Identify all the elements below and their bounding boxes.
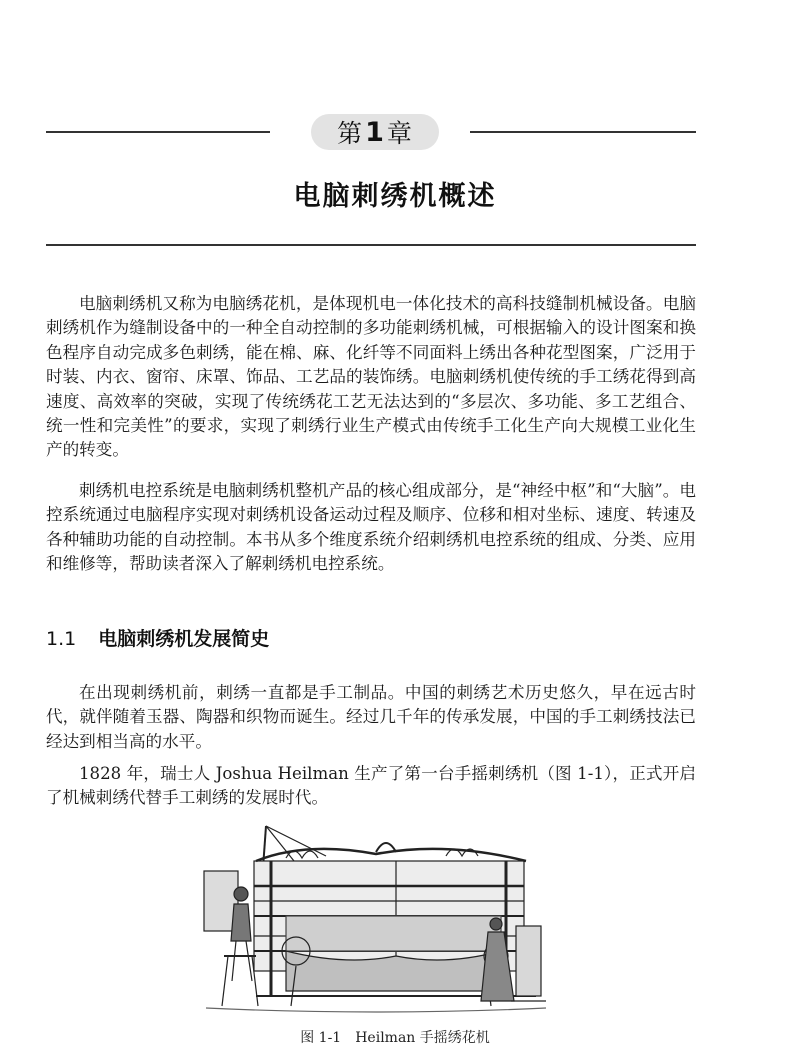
section-number: 1.1 bbox=[46, 628, 77, 650]
section-paragraph-2: 1828 年，瑞士人 Joshua Heilman 生产了第一台手摇刺绣机（图 1-1），正式开启了机械刺绣代替手工刺绣的发展时代。 bbox=[46, 764, 696, 808]
figure-number: 图 1-1 bbox=[300, 1030, 342, 1046]
figure-caption-text: Heilman 手摇绣花机 bbox=[355, 1030, 490, 1046]
chapter-prefix: 第 bbox=[337, 119, 364, 148]
chapter-rule-right bbox=[470, 131, 696, 133]
chapter-suffix: 章 bbox=[386, 119, 413, 148]
section-title: 电脑刺绣机发展简史 bbox=[98, 628, 270, 650]
figure-caption bbox=[0, 1027, 790, 1047]
chapter-number: 1 bbox=[365, 116, 385, 148]
figure-image bbox=[196, 816, 556, 1016]
chapter-title: 电脑刺绣机概述 bbox=[293, 181, 497, 212]
title-rule bbox=[46, 244, 696, 246]
section-paragraph-1: 在出现刺绣机前，刺绣一直都是手工制品。中国的刺绣艺术历史悠久，早在远古时代，就伴随着玉器、陶器和织物而诞生。经过几千年的传承发展，中国的手工刺绣技法已经达到相当高的水平。 bbox=[46, 683, 696, 751]
chapter-label bbox=[311, 114, 439, 150]
section-heading bbox=[46, 624, 269, 651]
intro-paragraph-1: 电脑刺绣机又称为电脑绣花机，是体现机电一体化技术的高科技缝制机械设备。电脑刺绣机作为缝制设备中的一种全自动控制的多功能刺绣机械，可根据输入的设计图案和换色程序自动完成多色刺绣，能在棉、麻、化纤等不同面料上绣出各种花型图案，广泛用于时装、内衣、窗帘、床罩、饰品、工艺品的装饰绣。电脑刺绣机使传统的手工绣花得到高速度、高效率的突破，实现了传统绣花工艺无法达到的“多层次、多功能、多工艺组合、统一性和完美性”的要求，实现了刺绣行业生产模式由传统手工化生产向大规模工业化生产的转变。 bbox=[46, 294, 696, 460]
chapter-rule-left bbox=[46, 131, 270, 133]
intro-paragraph-2: 刺绣机电控系统是电脑刺绣机整机产品的核心组成部分，是“神经中枢”和“大脑”。电控系统通过电脑程序实现对刺绣机设备运动过程及顺序、位移和相对坐标、速度、转速及各种辅助功能的自动控制。本书从多个维度系统介绍刺绣机电控系统的组成、分类、应用和维修等，帮助读者深入了解刺绣机电控系统。 bbox=[46, 481, 696, 574]
